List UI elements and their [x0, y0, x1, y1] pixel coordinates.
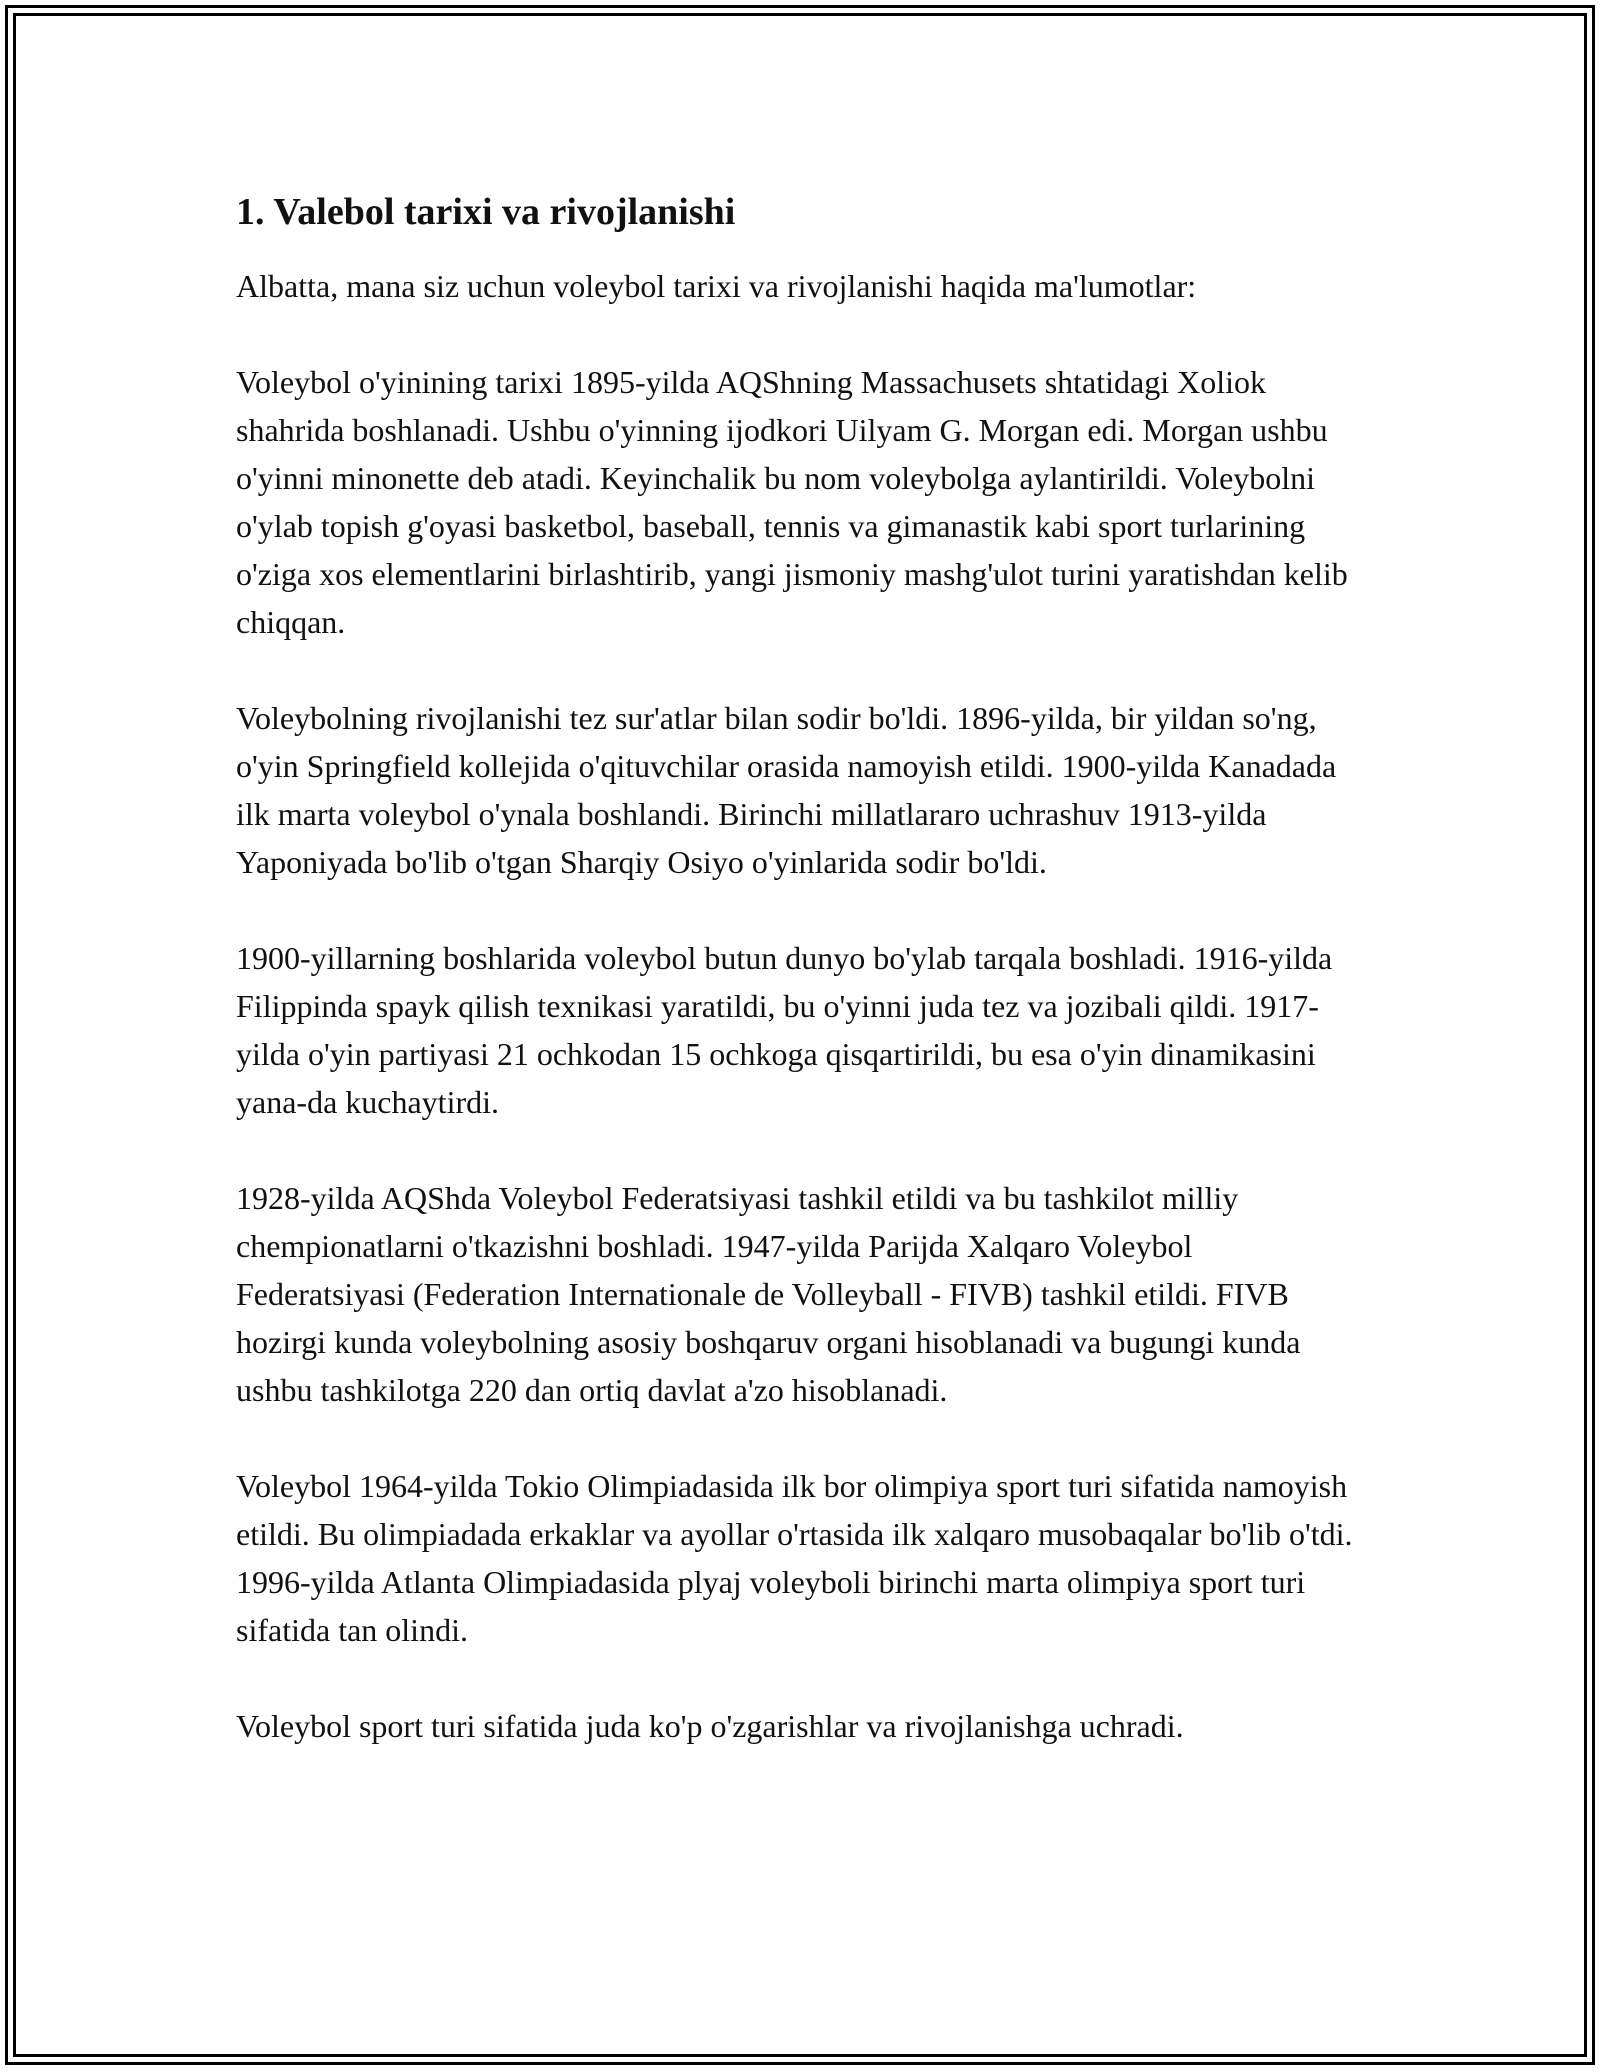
paragraph-conclusion: Voleybol sport turi sifatida juda ko'p o'zgarishlar va rivojlanishga uchradi. — [236, 1708, 1184, 1744]
document-title: 1. Valebol tarixi va rivojlanishi — [236, 191, 736, 233]
intro-paragraph: Albatta, mana siz uchun voleybol tarixi va rivojlanishi haqida ma'lumotlar: — [236, 268, 1197, 304]
paragraph-development: Voleybolning rivojlanishi tez sur'atlar bilan sodir bo'ldi. 1896-yilda, bir yildan so'ng, o'yin Springfield kollejida o'qituvchilar orasida namoyish etildi. 1900-yilda Kanadada ilk marta voleybol o'ynala boshlandi. Birinchi millatlararo uchrashuv 1913-yilda Yaponiyada bo'lib o'tgan Sharqiy Osiyo o'yinlarida sodir bo'ldi. — [236, 700, 1337, 880]
paragraph-origins: Voleybol o'yinining tarixi 1895-yilda AQShning Massachusets shtatidagi Xoliok shahrida boshlanadi. Ushbu o'yinning ijodkori Uilyam G. Morgan edi. Morgan ushbu o'yinni minonette deb atadi. Keyinchalik bu nom voleybolga aylantirildi. Voleybolni o'ylab topish g'oyasi basketbol, baseball, tennis va gimanastik kabi sport turlarining o'ziga xos elementlarini birlashtirib, yangi jismoniy mashg'ulot turini yaratishdan kelib chiqqan. — [236, 364, 1348, 640]
document-body — [236, 188, 1366, 1798]
paragraph-olympics: Voleybol 1964-yilda Tokio Olimpiadasida ilk bor olimpiya sport turi sifatida namoyish etildi. Bu olimpiadada erkaklar va ayollar o'rtasida ilk xalqaro musobaqalar bo'lib o'tdi. 1996-yilda Atlanta Olimpiadasida plyaj voleyboli birinchi marta olimpiya sport turi sifatida tan olindi. — [236, 1468, 1353, 1648]
paragraph-spread: 1900-yillarning boshlarida voleybol butun dunyo bo'ylab tarqala boshladi. 1916-yilda Filippinda spayk qilish texnikasi yaratildi, bu o'yinni juda tez va jozibali qildi. 1917-yilda o'yin partiyasi 21 ochkodan 15 ochkoga qisqartirildi, bu esa o'yin dinamikasini yana-da kuchaytirdi. — [236, 940, 1333, 1120]
paragraph-federation: 1928-yilda AQShda Voleybol Federatsiyasi tashkil etildi va bu tashkilot milliy chempionatlarni o'tkazishni boshladi. 1947-yilda Parijda Xalqaro Voleybol Federatsiyasi (Federation Internationale de Volleyball - FIVB) tashkil etildi. FIVB hozirgi kunda voleybolning asosiy boshqaruv organi hisoblanadi va bugungi kunda ushbu tashkilotga 220 dan ortiq davlat a'zo hisoblanadi. — [236, 1180, 1301, 1408]
